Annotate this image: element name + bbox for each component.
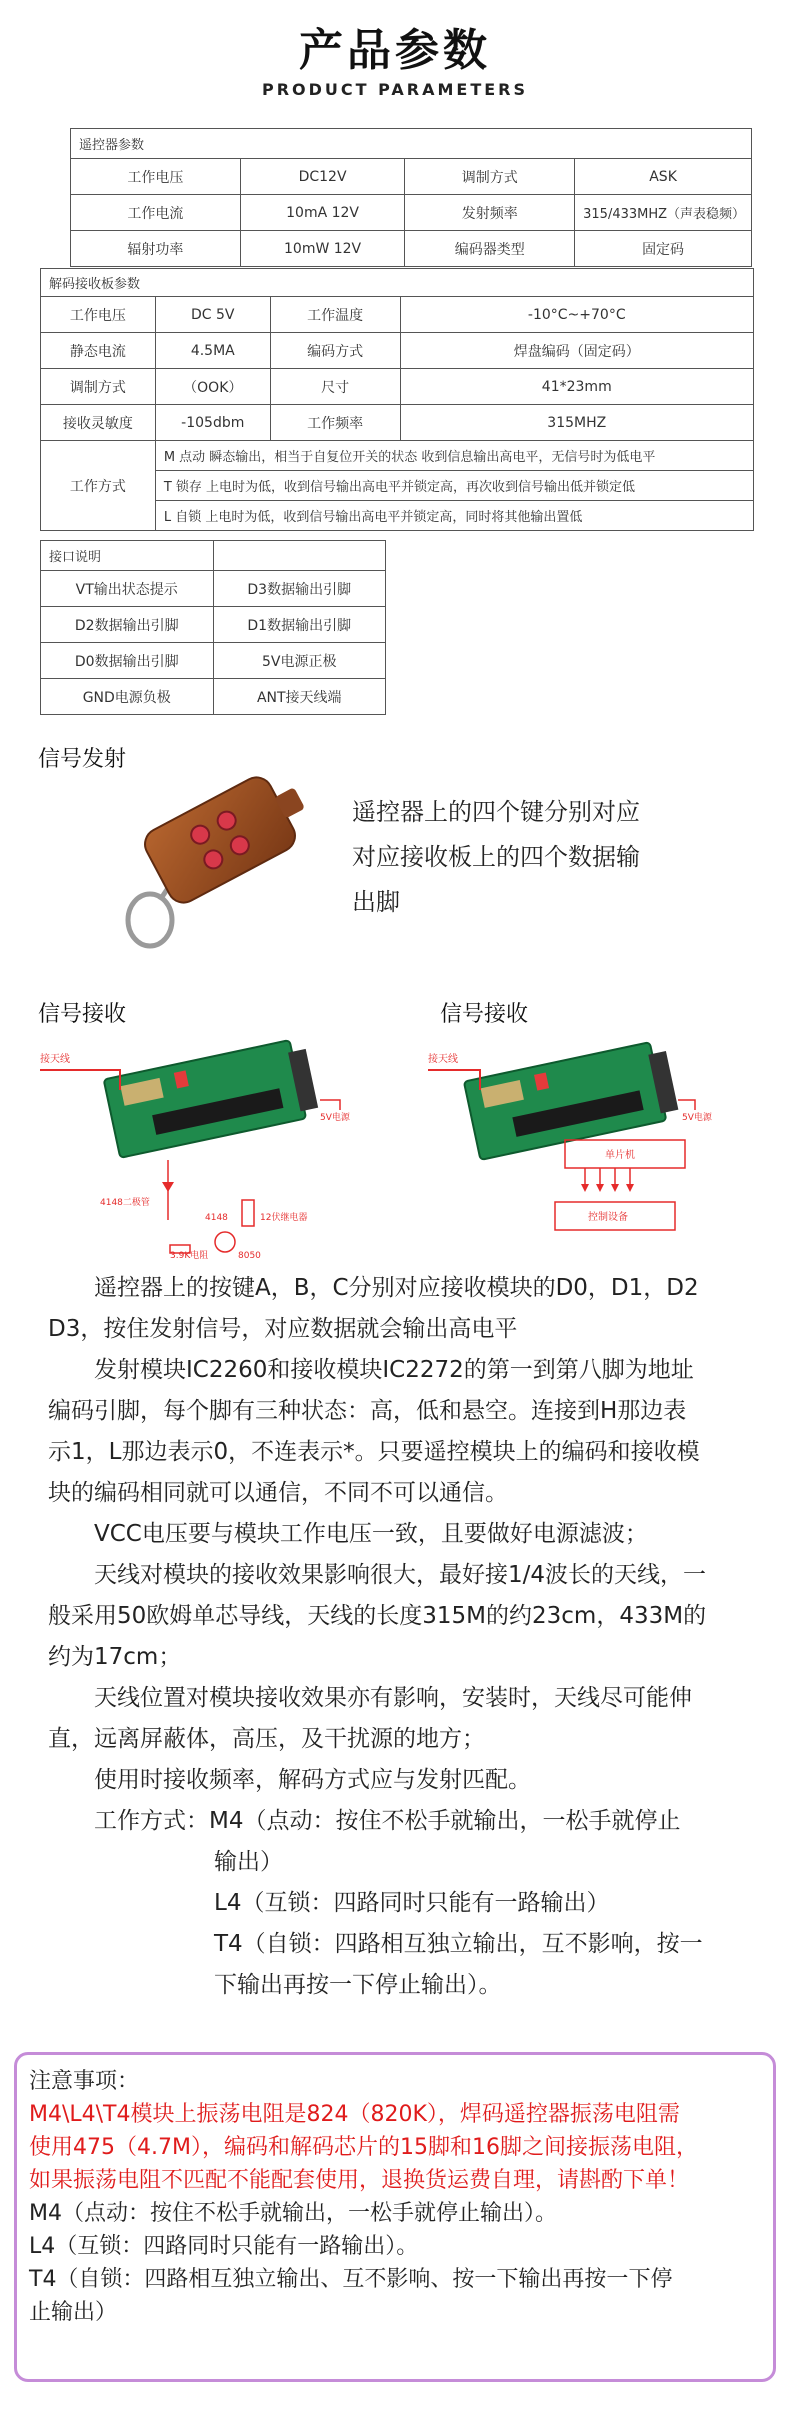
table-cell: 工作温度	[270, 297, 400, 333]
table-cell: 编码器类型	[405, 231, 575, 267]
table-cell: 调制方式	[41, 369, 156, 405]
table-heading: 解码接收板参数	[41, 269, 754, 297]
signal-rx-label-right: 信号接收	[440, 1002, 529, 1027]
table-cell: 静态电流	[41, 333, 156, 369]
body-line: 编码引脚，每个脚有三种状态：高，低和悬空。连接到H那边表	[48, 1398, 687, 1424]
pin-table	[40, 540, 386, 715]
table-cell: 尺寸	[270, 369, 400, 405]
body-line: 示1，L那边表示0，不连表示*。只要遥控模块上的编码和接收模	[48, 1439, 700, 1465]
table-cell: 工作频率	[270, 405, 400, 441]
remote-params-table	[70, 128, 752, 267]
body-line: 般采用50欧姆单芯导线，天线的长度315M的约23cm，433M的	[48, 1603, 707, 1629]
table-cell: 41*23mm	[400, 369, 753, 405]
table-row	[41, 643, 386, 679]
table-row	[41, 441, 754, 471]
table-row	[71, 159, 752, 195]
receiver-mcu-diagram	[420, 1020, 780, 1260]
table-cell: 10mA 12V	[240, 195, 405, 231]
remote-control-image	[90, 770, 330, 970]
mcu-label: 单片机	[605, 1150, 635, 1161]
table-cell: 4.5MA	[155, 333, 270, 369]
table-cell: D2数据输出引脚	[41, 607, 214, 643]
body-line: 发射模块IC2260和接收模块IC2272的第一到第八脚为地址	[94, 1357, 694, 1383]
table-cell: 辐射功率	[71, 231, 241, 267]
diode2-label: 4148	[205, 1213, 228, 1223]
notice-line: L4（互锁：四路同时只能有一路输出）。	[29, 2234, 419, 2259]
body-line: D3，按住发射信号，对应数据就会输出高电平	[48, 1316, 518, 1342]
table-cell: 发射频率	[405, 195, 575, 231]
body-line: 遥控器上的按键A，B，C分别对应接收模块的D0，D1，D2	[94, 1275, 699, 1301]
mode-cell-l: L 自锁 上电时为低，收到信号输出高电平并锁定高，同时将其他输出置低	[155, 501, 753, 531]
table-cell: 工作方式	[41, 441, 156, 531]
power-label: 5V电源	[320, 1113, 350, 1123]
table-row	[71, 231, 752, 267]
table-heading: 接口说明	[41, 541, 214, 571]
table-cell: 工作电压	[41, 297, 156, 333]
diode-label: 4148二极管	[100, 1198, 150, 1208]
table-cell: （OOK）	[155, 369, 270, 405]
table-cell: 调制方式	[405, 159, 575, 195]
table-cell: 固定码	[575, 231, 752, 267]
body-line: 下输出再按一下停止输出）。	[214, 1972, 502, 1998]
signal-tx-label: 信号发射	[38, 747, 127, 772]
table-cell: ASK	[575, 159, 752, 195]
mode-cell-m: M 点动 瞬态输出，相当于自复位开关的状态 收到信息输出高电平，无信号时为低电平	[155, 441, 753, 471]
power-label: 5V电源	[682, 1113, 712, 1123]
table-row	[71, 195, 752, 231]
table-cell: D0数据输出引脚	[41, 643, 214, 679]
table-cell	[213, 541, 386, 571]
table-cell: 315/433MHZ（声表稳频）	[575, 195, 752, 231]
body-line: 使用时接收频率，解码方式应与发射匹配。	[94, 1767, 531, 1793]
table-cell: 5V电源正极	[213, 643, 386, 679]
remote-description	[352, 790, 640, 925]
notice-box	[14, 2052, 776, 2382]
decoder-params-table	[40, 268, 754, 531]
table-row	[41, 679, 386, 715]
body-line: L4（互锁：四路同时只能有一路输出）	[214, 1890, 610, 1916]
relay-icon	[242, 1200, 254, 1226]
table-cell: D1数据输出引脚	[213, 607, 386, 643]
control-device-label: 控制设备	[588, 1212, 628, 1223]
notice-line: M4（点动：按住不松手就输出，一松手就停止输出）。	[29, 2201, 557, 2226]
diode-icon	[162, 1182, 174, 1192]
transistor-icon	[215, 1232, 235, 1252]
table-row	[41, 369, 754, 405]
relay-label: 12伏继电器	[260, 1213, 308, 1223]
receiver-relay-diagram	[20, 1020, 410, 1260]
remote-desc-line: 遥控器上的四个键分别对应	[352, 798, 640, 826]
remote-desc-line: 对应接收板上的四个数据输	[352, 843, 640, 871]
antenna-label: 接天线	[40, 1054, 70, 1065]
table-cell: 工作电流	[71, 195, 241, 231]
table-cell: D3数据输出引脚	[213, 571, 386, 607]
table-cell: DC12V	[240, 159, 405, 195]
notice-warning-line: 如果振荡电阻不匹配不能配套使用，退换货运费自理，请斟酌下单！	[29, 2168, 690, 2193]
table-cell: -105dbm	[155, 405, 270, 441]
signal-rx-label-left: 信号接收	[38, 1002, 127, 1027]
mode-cell-t: T 锁存 上电时为低，收到信号输出高电平并锁定高，再次收到信号输出低并锁定低	[155, 471, 753, 501]
body-line: 输出）	[214, 1849, 283, 1875]
table-cell: DC 5V	[155, 297, 270, 333]
body-line: VCC电压要与模块工作电压一致，且要做好电源滤波；	[94, 1521, 648, 1547]
table-cell: -10°C~+70°C	[400, 297, 753, 333]
notice-title: 注意事项：	[29, 2069, 140, 2094]
table-cell: 315MHZ	[400, 405, 753, 441]
table-row	[41, 607, 386, 643]
antenna-label: 接天线	[428, 1054, 458, 1065]
body-line: 约为17cm；	[48, 1644, 182, 1670]
body-line: 工作方式：M4（点动：按住不松手就输出，一松手就停止	[94, 1808, 681, 1834]
notice-warning-line: M4\L4\T4模块上振荡电阻是824（820K），焊码遥控器振荡电阻需	[29, 2102, 680, 2127]
resistor-label: 3.9K电阻	[170, 1251, 209, 1260]
remote-desc-line: 出脚	[352, 888, 400, 916]
table-cell: GND电源负极	[41, 679, 214, 715]
body-line: T4（自锁：四路相互独立输出，互不影响，按一	[214, 1931, 703, 1957]
table-row	[41, 333, 754, 369]
table-cell: 焊盘编码（固定码）	[400, 333, 753, 369]
page-subtitle: PRODUCT PARAMETERS	[261, 80, 529, 99]
table-row	[41, 571, 386, 607]
description-body	[48, 1268, 706, 2006]
table-cell: ANT接天线端	[213, 679, 386, 715]
transistor-label: 8050	[238, 1251, 261, 1260]
table-row	[41, 297, 754, 333]
table-cell: 接收灵敏度	[41, 405, 156, 441]
page-title: 产品参数	[299, 25, 491, 76]
notice-warning-line: 使用475（4.7M），编码和解码芯片的15脚和16脚之间接振荡电阻，	[29, 2135, 698, 2160]
table-row	[41, 405, 754, 441]
keyring-icon	[128, 894, 172, 946]
table-heading: 遥控器参数	[71, 129, 752, 159]
body-line: 块的编码相同就可以通信，不同不可以通信。	[48, 1480, 508, 1506]
table-cell: 工作电压	[71, 159, 241, 195]
body-line: 天线对模块的接收效果影响很大，最好接1/4波长的天线，一	[94, 1562, 707, 1588]
body-line: 天线位置对模块接收效果亦有影响，安装时，天线尽可能伸	[94, 1685, 692, 1711]
table-cell: 10mW 12V	[240, 231, 405, 267]
table-cell: VT输出状态提示	[41, 571, 214, 607]
body-line: 直，远离屏蔽体，高压，及干扰源的地方；	[48, 1726, 485, 1752]
notice-line: 止输出）	[29, 2300, 118, 2325]
notice-line: T4（自锁：四路相互独立输出、互不影响、按一下输出再按一下停	[29, 2267, 673, 2292]
table-cell: 编码方式	[270, 333, 400, 369]
